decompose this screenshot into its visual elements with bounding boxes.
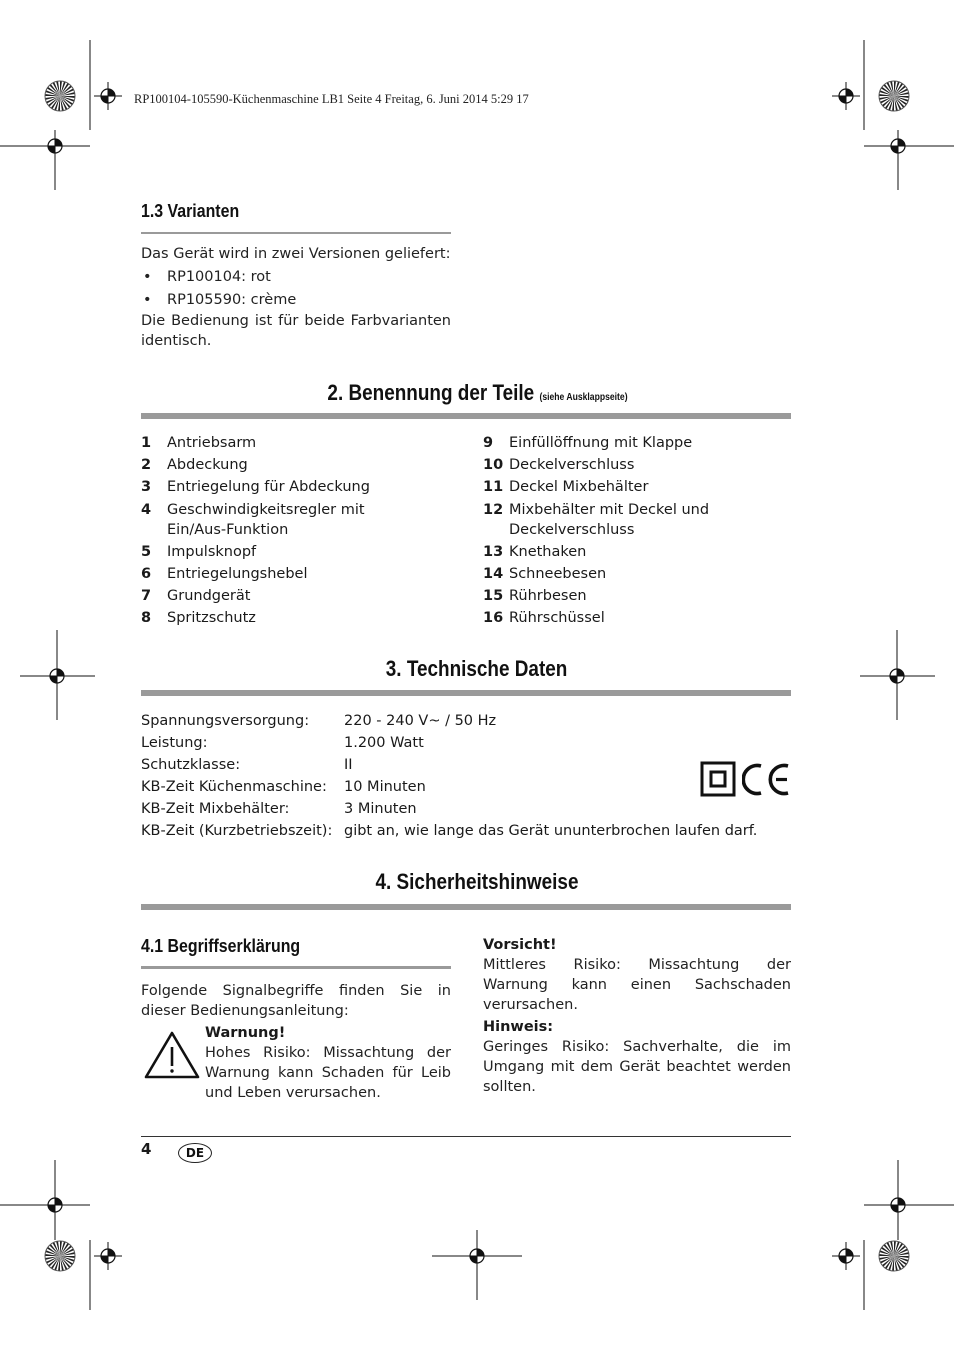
list-item: 2 Abdeckung (141, 457, 248, 474)
registration-crosshair-icon (832, 82, 860, 110)
section-2-heading (0, 380, 954, 406)
section-1-3-body (141, 244, 451, 351)
registration-crosshair-icon (884, 132, 912, 160)
list-item: 14 Schneebesen (483, 565, 607, 582)
registration-crosshair-icon (94, 1242, 122, 1270)
color-registration-star-icon (879, 81, 909, 111)
table-row: Spannungsversorgung: 220 - 240 V~ / 50 Hz (141, 713, 497, 729)
list-item: 8 Spritzschutz (141, 610, 256, 627)
registration-crosshair-icon (884, 1191, 912, 1219)
list-item: 1 Antriebsarm (141, 435, 257, 451)
registration-crosshair-icon (41, 1191, 69, 1219)
signal-intro-text: Folgende Signalbegriffe finden Sie in dieser Bedienungsanleitung: (141, 983, 451, 1019)
spec-table (141, 710, 791, 842)
section-4-heading (0, 869, 954, 895)
section-1-3-rule (141, 232, 451, 234)
list-item: 16 Rührschüssel (483, 610, 605, 627)
list-item: 3 Entriegelung für Abdeckung (141, 479, 370, 496)
section-2-title: 2. Benennung der Teile (326, 380, 534, 405)
table-row: KB-Zeit (Kurzbetriebszeit): gibt an, wie lange das Gerät ununterbrochen laufen darf. (141, 823, 758, 839)
table-row: Leistung: 1.200 Watt (141, 735, 424, 751)
list-item: • RP100104: rot (141, 266, 451, 289)
list-item: 12 Mixbehälter mit Deckel und Deckelverschluss (483, 501, 710, 538)
list-item: 9 Einfüllöffnung mit Klappe (483, 435, 693, 451)
table-row: KB-Zeit Küchenmaschine: 10 Minuten (141, 779, 426, 795)
section-3-heading (0, 656, 954, 682)
variants-outro: Die Bedienung ist für beide Farbvarianten identisch. (141, 313, 451, 349)
list-item: 11 Deckel Mixbehälter (483, 479, 649, 496)
table-row: Schutzklasse: II (141, 757, 353, 773)
ce-mark-icon (742, 760, 792, 798)
list-item: 13 Knethaken (483, 543, 587, 560)
warning-triangle-icon (143, 1030, 201, 1080)
variants-intro: Das Gerät wird in zwei Versionen geliefert: (141, 246, 451, 262)
list-item: 5 Impulsknopf (141, 543, 257, 560)
right-signal-column (483, 935, 791, 1097)
list-item: 6 Entriegelungshebel (141, 565, 308, 582)
section-2-title-note: (siehe Ausklappseite) (538, 392, 628, 403)
section-1-3-title: 1.3 Varianten (141, 200, 240, 221)
list-item: 10 Deckelverschluss (483, 457, 635, 474)
signal-intro (141, 981, 451, 1021)
section-4-1-rule (141, 966, 451, 969)
parts-list-right (483, 433, 791, 631)
language-badge: DE (178, 1143, 212, 1163)
registration-crosshair-icon (463, 1242, 491, 1270)
registration-crosshair-icon (41, 132, 69, 160)
registration-crosshair-icon (832, 1242, 860, 1270)
section-4-1-title: 4.1 Begriffserklärung (141, 935, 301, 956)
page-number: 4 (141, 1140, 152, 1158)
registration-crosshair-icon (94, 82, 122, 110)
list-item: 4 Geschwindigkeitsregler mit Ein/Aus-Funktion (141, 501, 365, 538)
vorsicht-text: Mittleres Risiko: Missachtung der Warnung kann einen Sachschaden verursachen. (483, 957, 791, 1013)
parts-list-left (141, 433, 441, 631)
section-3-title: 3. Technische Daten (386, 656, 568, 681)
section-4-title: 4. Sicherheitshinweise (375, 869, 579, 894)
color-registration-star-icon (45, 81, 75, 111)
table-row: KB-Zeit Mixbehälter: 3 Minuten (141, 801, 417, 817)
list-item: 7 Grundgerät (141, 588, 251, 605)
footer-rule (141, 1136, 791, 1137)
hinweis-text: Geringes Risiko: Sachverhalte, die im Umgang mit dem Gerät beachtet werden sollten. (483, 1039, 791, 1095)
warnung-text: Hohes Risiko: Missachtung der Warnung kann Schaden für Leib und Leben verursachen. (205, 1045, 451, 1101)
variants-list (141, 266, 451, 311)
color-registration-star-icon (45, 1241, 75, 1271)
section-3-rule (141, 690, 791, 696)
vorsicht-label: Vorsicht! (483, 937, 557, 953)
warnung-block (205, 1023, 451, 1103)
list-item: • RP105590: crème (141, 289, 451, 312)
warnung-label: Warnung! (205, 1025, 286, 1041)
section-2-rule (141, 413, 791, 419)
section-4-rule (141, 904, 791, 910)
hinweis-label: Hinweis: (483, 1019, 554, 1035)
color-registration-star-icon (879, 1241, 909, 1271)
list-item: 15 Rührbesen (483, 588, 587, 605)
print-header: RP100104-105590-Küchenmaschine LB1 Seite 4 Freitag, 6. Juni 2014 5:29 17 (134, 92, 529, 106)
